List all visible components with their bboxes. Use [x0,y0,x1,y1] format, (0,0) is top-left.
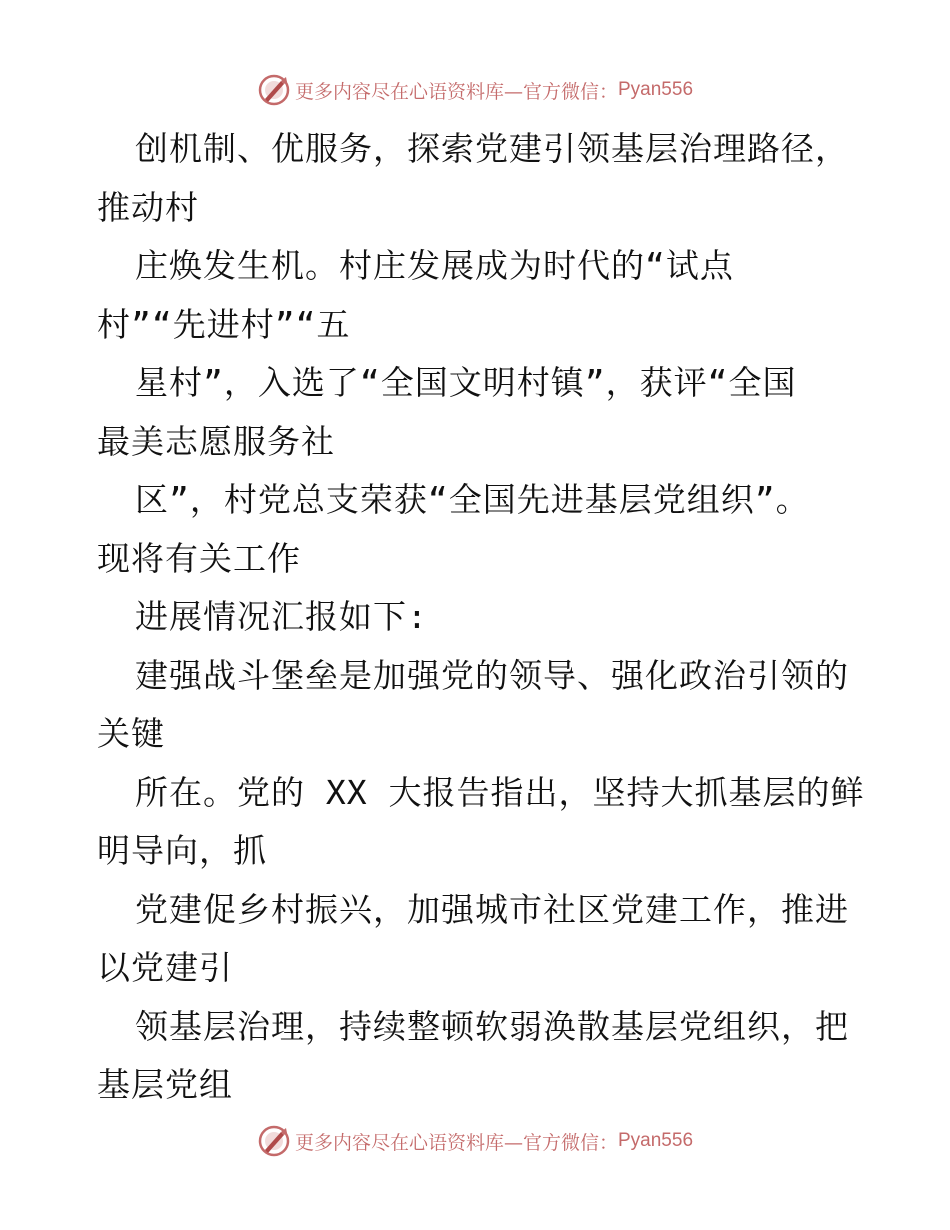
body-line: 建强战斗堡垒是加强党的领导、强化政治引领的 [135,655,849,695]
watermark-text: 更多内容尽在心语资料库—官方微信： [294,80,618,103]
pen-nib-icon [257,1124,291,1158]
watermark-id: Pyan556 [618,79,694,100]
body-line: 村”“先进村”“五 [97,304,351,344]
pen-nib-icon [257,73,291,107]
body-line: 领基层治理，持续整顿软弱涣散基层党组织，把 [135,1006,849,1046]
body-line: 区”，村党总支荣获“全国先进基层党组织”。 [135,480,810,519]
body-line: 基层党组 [97,1065,233,1104]
body-line: 明导向，抓 [97,831,267,870]
body-line: 创机制、优服务，探索党建引领基层治理路径， [135,129,849,168]
watermark-text: 更多内容尽在心语资料库—官方微信： [294,1131,618,1154]
body-line: 庄焕发生机。村庄发展成为时代的“试点 [135,246,734,285]
page-footer-watermark [0,1121,950,1161]
body-line: 关键 [97,714,165,753]
body-line: 现将有关工作 [97,538,301,578]
body-line: 最美志愿服务社 [97,421,335,461]
body-line: 推动村 [97,187,199,227]
page-header-watermark [0,70,950,110]
body-line: 党建促乡村振兴，加强城市社区党建工作，推进 [135,889,849,929]
body-line: 星村”，入选了“全国文明村镇”，获评“全国 [135,363,797,402]
body-line: 所在。党的 XX 大报告指出，坚持大抓基层的鲜 [135,772,865,812]
watermark-id: Pyan556 [618,1130,694,1151]
body-line: 进展情况汇报如下: [135,597,428,636]
document-body [97,120,865,1115]
body-line: 以党建引 [97,948,233,987]
